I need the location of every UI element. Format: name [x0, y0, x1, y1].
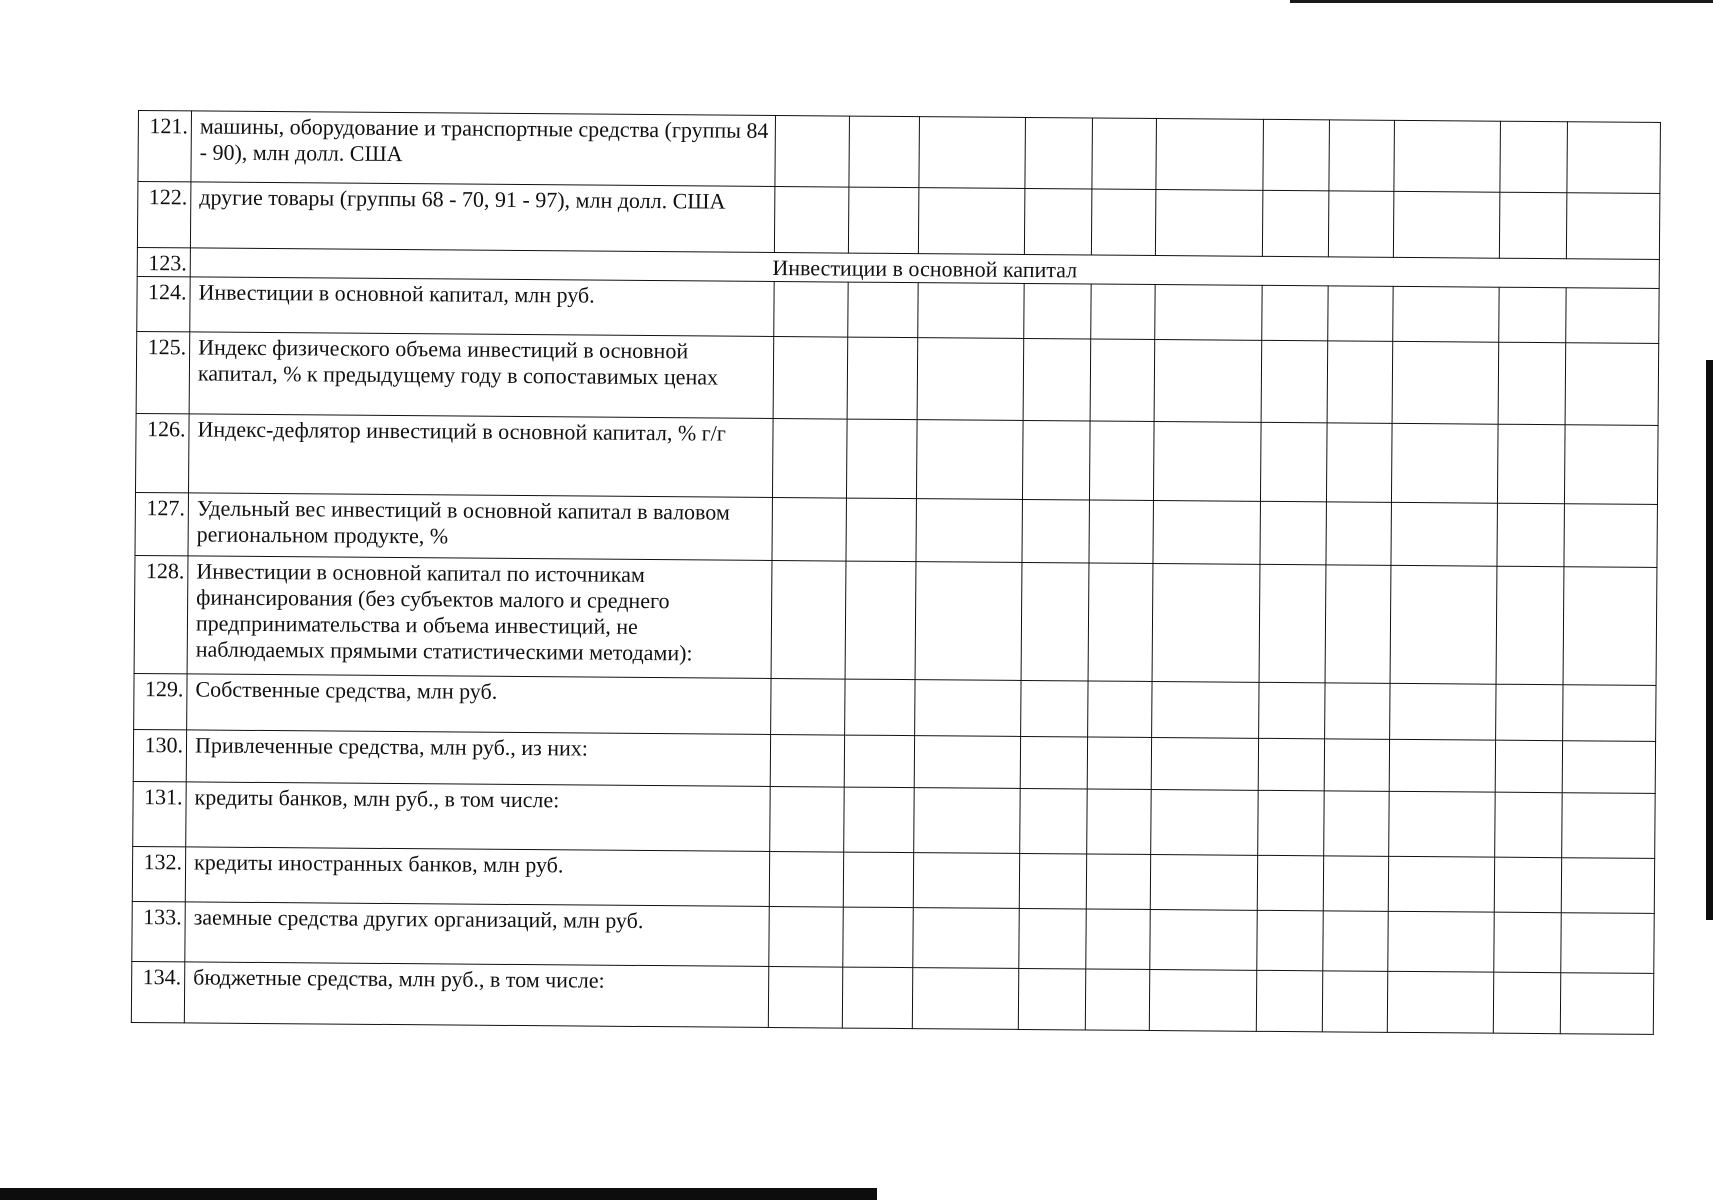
value-cell: [844, 787, 915, 853]
table-row: [134, 555, 1657, 685]
value-cell: [770, 786, 845, 852]
value-cell: [1019, 853, 1086, 909]
value-cell: [1020, 736, 1087, 789]
value-cell: [1022, 420, 1090, 500]
value-cell: [1391, 423, 1498, 503]
value-cell: [848, 187, 919, 254]
value-cell: [1562, 793, 1656, 859]
value-cell: [1025, 117, 1093, 189]
value-cell: [1496, 684, 1563, 741]
value-cell: [845, 679, 915, 736]
value-cell: [1262, 285, 1328, 341]
value-cell: [1391, 502, 1497, 566]
indicator-label: Инвестиции в основной капитал по источникам финансирования (без субъектов малого и среднего предпринимательства и объема инвестиций, не наблюдаемых прямыми статистическими методами):: [187, 556, 772, 679]
indicators-table: [131, 110, 1661, 1035]
row-number: 129.: [134, 673, 187, 729]
value-cell: [773, 337, 848, 420]
value-cell: [1564, 504, 1657, 568]
value-cell: [1262, 190, 1329, 257]
value-cell: [918, 188, 1025, 255]
value-cell: [1499, 287, 1566, 343]
value-cell: [1019, 908, 1086, 969]
value-cell: [1088, 681, 1152, 738]
value-cell: [1326, 423, 1392, 503]
scan-edge-bottom: [0, 1188, 877, 1200]
value-cell: [1150, 909, 1257, 970]
value-cell: [1393, 286, 1499, 342]
value-cell: [1092, 118, 1157, 190]
value-cell: [919, 117, 1026, 189]
value-cell: [774, 187, 849, 254]
value-cell: [1323, 911, 1388, 972]
value-cell: [1562, 741, 1655, 794]
value-cell: [1561, 858, 1654, 914]
value-cell: [1388, 856, 1494, 912]
value-cell: [1021, 680, 1088, 737]
value-cell: [1324, 791, 1390, 857]
row-number: 131.: [133, 781, 187, 846]
value-cell: [1152, 681, 1259, 738]
value-cell: [775, 116, 850, 188]
indicator-label: заемные средства других организаций, млн руб.: [185, 902, 769, 967]
value-cell: [1087, 789, 1152, 855]
value-cell: [1260, 501, 1326, 565]
value-cell: [772, 497, 846, 561]
value-cell: [1020, 788, 1088, 854]
indicator-label: Удельный вес инвестиций в основной капитал в валовом региональном продукте, %: [188, 493, 772, 561]
value-cell: [1151, 789, 1259, 855]
value-cell: [1325, 683, 1390, 740]
value-cell: [1495, 740, 1562, 793]
table-row: [137, 182, 1659, 260]
indicator-label: Собственные средства, млн руб.: [187, 674, 771, 735]
row-number: 128.: [134, 555, 188, 673]
value-cell: [768, 966, 842, 1028]
value-cell: [1565, 343, 1659, 426]
value-cell: [1086, 854, 1150, 910]
row-number: 132.: [132, 846, 185, 901]
value-cell: [1493, 972, 1560, 1034]
value-cell: [1497, 503, 1564, 567]
value-cell: [1153, 421, 1261, 501]
document-page: [131, 110, 1661, 1035]
value-cell: [846, 498, 916, 562]
value-cell: [1261, 340, 1328, 423]
value-cell: [914, 788, 1021, 854]
value-cell: [1087, 737, 1151, 790]
value-cell: [843, 852, 913, 908]
row-number: 127.: [135, 492, 188, 555]
value-cell: [1394, 120, 1501, 192]
value-cell: [1256, 970, 1322, 1032]
value-cell: [848, 282, 918, 338]
value-cell: [770, 734, 844, 787]
value-cell: [1258, 738, 1324, 791]
value-cell: [1561, 913, 1654, 974]
indicator-label: кредиты банков, млн руб., в том числе:: [186, 782, 770, 852]
indicator-label: другие товары (группы 68 - 70, 91 - 97), млн долл. США: [190, 182, 775, 253]
value-cell: [1566, 288, 1659, 344]
value-cell: [1260, 422, 1327, 502]
value-cell: [1563, 685, 1656, 742]
value-cell: [771, 678, 845, 735]
value-cell: [1496, 566, 1564, 685]
value-cell: [1153, 500, 1260, 564]
value-cell: [917, 338, 1024, 421]
table-row: [136, 331, 1659, 425]
value-cell: [912, 968, 1018, 1030]
value-cell: [1566, 193, 1660, 260]
value-cell: [1328, 191, 1394, 258]
value-cell: [1259, 682, 1325, 739]
indicator-label: кредиты иностранных банков, млн руб.: [185, 847, 769, 907]
value-cell: [1091, 189, 1156, 256]
table-row: [133, 781, 1655, 858]
value-cell: [1086, 909, 1150, 970]
value-cell: [1390, 683, 1496, 740]
indicator-label: Индекс физического объема инвестиций в основной капитал, % к предыдущему году в сопоставимых ценах: [189, 332, 774, 419]
row-number: 133.: [132, 901, 185, 961]
value-cell: [1393, 191, 1500, 258]
value-cell: [1567, 122, 1661, 194]
value-cell: [1389, 739, 1495, 792]
value-cell: [1498, 342, 1566, 425]
value-cell: [1495, 792, 1563, 858]
value-cell: [1387, 971, 1493, 1033]
value-cell: [1024, 188, 1092, 255]
value-cell: [916, 499, 1022, 563]
value-cell: [842, 967, 912, 1029]
value-cell: [1089, 421, 1154, 501]
value-cell: [1324, 739, 1389, 792]
table-row: [135, 413, 1658, 504]
row-number: 124.: [137, 276, 190, 331]
value-cell: [845, 561, 916, 680]
row-number: 130.: [133, 729, 186, 781]
value-cell: [1325, 565, 1391, 684]
value-cell: [769, 906, 843, 967]
value-cell: [1322, 971, 1387, 1033]
value-cell: [1022, 499, 1089, 563]
row-number: 134.: [131, 961, 184, 1022]
scan-edge-top: [1290, 0, 1713, 3]
value-cell: [1389, 791, 1496, 857]
value-cell: [843, 907, 913, 968]
value-cell: [1156, 118, 1264, 190]
value-cell: [1154, 339, 1262, 422]
value-cell: [1024, 283, 1091, 339]
value-cell: [1494, 912, 1561, 973]
value-cell: [1151, 737, 1258, 790]
value-cell: [1329, 120, 1395, 192]
table-row: [135, 492, 1657, 567]
value-cell: [913, 853, 1019, 909]
value-cell: [1560, 973, 1653, 1035]
value-cell: [849, 116, 920, 188]
section-heading: Инвестиции в основной капитал: [190, 248, 1659, 289]
value-cell: [915, 562, 1022, 681]
value-cell: [1089, 500, 1153, 564]
row-number: 126.: [135, 413, 189, 492]
value-cell: [913, 908, 1019, 969]
value-cell: [1392, 341, 1499, 424]
value-cell: [774, 282, 848, 338]
value-cell: [1085, 969, 1149, 1031]
table-row: [131, 961, 1653, 1034]
value-cell: [1500, 121, 1568, 193]
value-cell: [1497, 424, 1565, 504]
value-cell: [1257, 910, 1323, 971]
value-cell: [1088, 563, 1153, 681]
value-cell: [1257, 855, 1323, 911]
value-cell: [846, 419, 917, 499]
value-cell: [1328, 286, 1393, 342]
indicator-label: Инвестиции в основной капитал, млн руб.: [190, 277, 774, 337]
value-cell: [847, 337, 918, 420]
table-body: [131, 111, 1660, 1035]
row-number: 123.: [137, 247, 190, 276]
indicator-label: Индекс-дефлятор инвестиций в основной капитал, % г/г: [188, 414, 773, 498]
scan-edge-right: [1706, 360, 1713, 920]
value-cell: [1564, 425, 1658, 505]
value-cell: [1323, 856, 1388, 912]
value-cell: [918, 283, 1024, 339]
value-cell: [1327, 341, 1393, 424]
value-cell: [1152, 563, 1260, 682]
value-cell: [1021, 562, 1089, 681]
value-cell: [771, 560, 846, 679]
value-cell: [915, 680, 1021, 737]
value-cell: [1150, 854, 1257, 910]
indicator-label: машины, оборудование и транспортные средства (группы 84 - 90), млн долл. США: [191, 111, 776, 187]
value-cell: [1563, 567, 1657, 686]
value-cell: [1155, 189, 1263, 256]
value-cell: [1018, 968, 1085, 1030]
value-cell: [1263, 119, 1330, 191]
value-cell: [1155, 284, 1262, 340]
value-cell: [844, 735, 914, 788]
value-cell: [1259, 564, 1326, 683]
value-cell: [772, 418, 847, 498]
value-cell: [1388, 911, 1494, 972]
row-number: 125.: [136, 331, 190, 413]
table-row: [138, 111, 1661, 194]
value-cell: [1390, 565, 1497, 684]
value-cell: [769, 851, 843, 907]
value-cell: [1090, 339, 1155, 422]
value-cell: [914, 736, 1020, 789]
indicator-label: Привлеченные средства, млн руб., из них:: [186, 730, 770, 787]
value-cell: [1023, 338, 1091, 421]
row-number: 121.: [138, 111, 192, 182]
value-cell: [1258, 790, 1325, 856]
value-cell: [1326, 502, 1391, 566]
indicator-label: бюджетные средства, млн руб., в том числе:: [184, 962, 768, 1028]
value-cell: [1499, 192, 1567, 259]
row-number: 122.: [137, 182, 191, 248]
value-cell: [1494, 857, 1561, 913]
value-cell: [1091, 284, 1155, 340]
value-cell: [916, 420, 1023, 500]
value-cell: [1149, 969, 1256, 1031]
